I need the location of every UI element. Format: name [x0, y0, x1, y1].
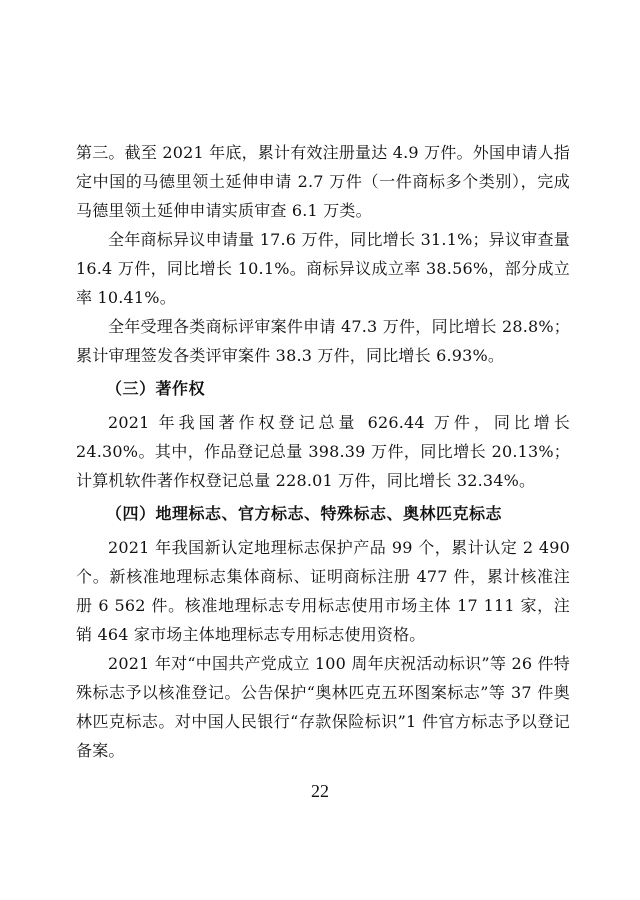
paragraph-trademark-opposition: 全年商标异议申请量 17.6 万件，同比增长 31.1%；异议审查量 16.4 万件，同比增长 10.1%。商标异议成立率 38.56%，部分成立率 10.41%。: [76, 230, 570, 307]
paragraph-madrid-registration: 第三。截至 2021 年底，累计有效注册量达 4.9 万件。外国申请人指定中国的马德里领土延伸申请 2.7 万件（一件商标多个类别），完成马德里领土延伸申请实质审查 6.1 万类。: [76, 143, 570, 220]
paragraph-copyright-registration: 2021 年我国著作权登记总量 626.44 万件，同比增长 24.30%。其中，作品登记总量 398.39 万件，同比增长 20.13%；计算机软件著作权登记总量 228.01 万件，同比增长 32.34%。: [76, 413, 570, 490]
paragraph-geographical-indications: 2021 年我国新认定地理标志保护产品 99 个，累计认定 2 490 个。新核准地理标志集体商标、证明商标注册 477 件，累计核准注册 6 562 件。核准地理标志专用标志使用市场主体 17 111 家，注销 464 家市场主体地理标志专用标志使用资格。: [76, 538, 570, 644]
paragraph-special-marks: 2021 年对“中国共产党成立 100 周年庆祝活动标识”等 26 件特殊标志予以核准登记。公告保护“奥林匹克五环图案标志”等 37 件奥林匹克标志。对中国人民银行“存款保险标识”1 件官方标志予以登记备案。: [76, 654, 570, 760]
section-heading-copyright: （三）著作权: [106, 379, 206, 398]
page-number: 22: [311, 781, 329, 801]
document-body: [76, 138, 570, 765]
section-heading-geographical-indications: （四）地理标志、官方标志、特殊标志、奥林匹克标志: [106, 504, 503, 523]
paragraph-trademark-review: 全年受理各类商标评审案件申请 47.3 万件，同比增长 28.8%；累计审理签发各类评审案件 38.3 万件，同比增长 6.93%。: [76, 317, 570, 365]
